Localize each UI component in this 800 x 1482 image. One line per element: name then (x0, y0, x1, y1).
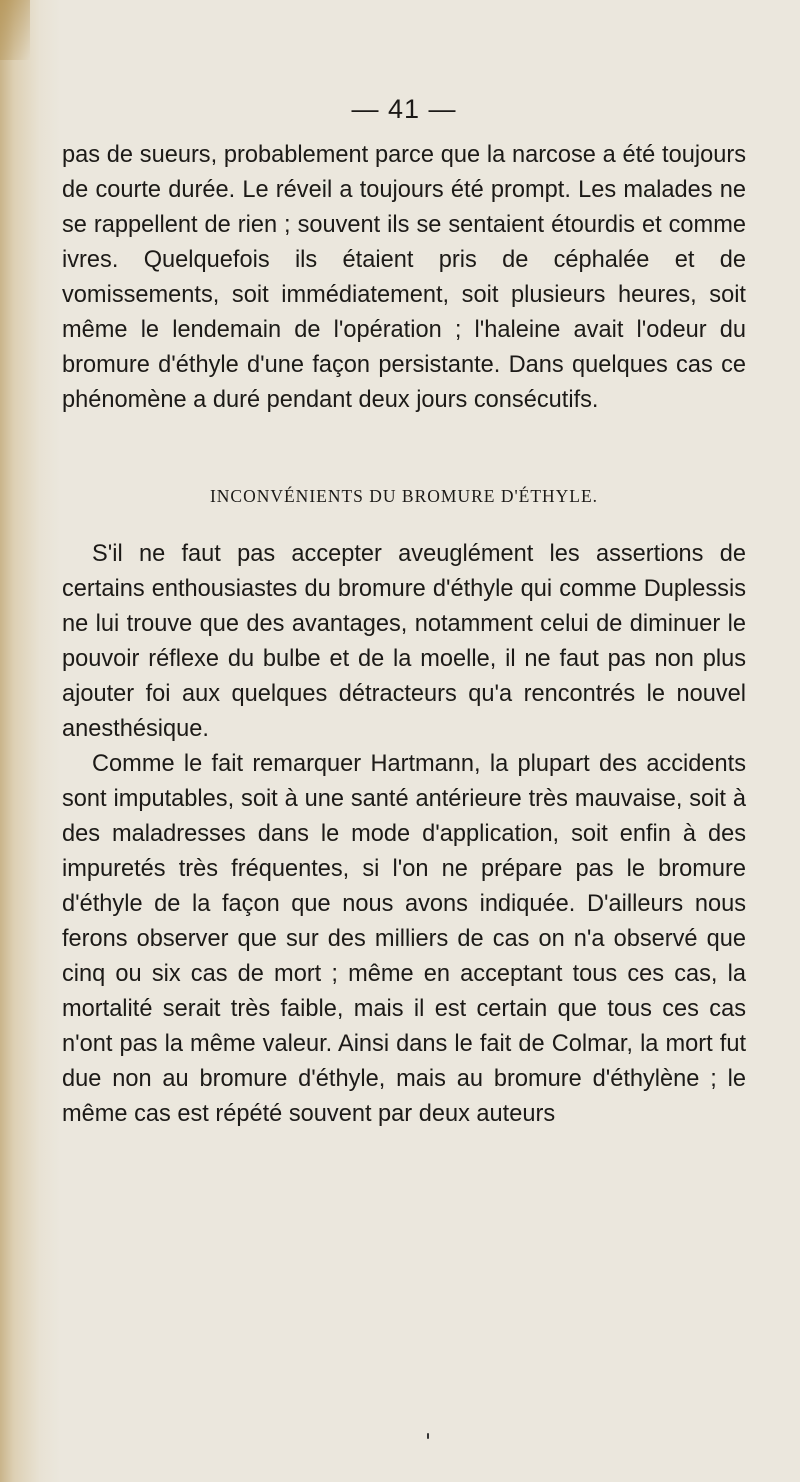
page-number: — 41 — (351, 94, 457, 124)
page-corner-stain (0, 0, 30, 60)
section-heading: INCONVÉNIENTS DU BROMURE D'ÉTHYLE. (209, 486, 599, 506)
paragraph-3: Comme le fait remarquer Hartmann, la plupart des accidents sont imputables, soit à une santé antérieure très mauvaise, soit à des maladresses dans le mode d'application, soit enfin à des impuretés très fréquentes, si l'on ne prépare pas le bromure d'éthyle de la façon que nous avons indiquée. D'ailleurs nous ferons observer que sur des milliers de cas on n'a observé que cinq ou six cas de mort ; même en acceptant tous ces cas, la mortalité serait très faible, mais il est certain que tous ces cas n'ont pas la même valeur. Ainsi dans le fait de Colmar, la mort fut due non au bromure d'éthyle, mais au bromure d'éthylène ; le même cas est répété souvent par deux auteurs (62, 751, 746, 1127)
paragraph-1: pas de sueurs, probablement parce que la narcose a été toujours de courte durée. Le réveil a toujours été prompt. Les malades ne se rappellent de rien ; souvent ils se sentaient étourdis et comme ivres. Quelquefois ils étaient pris de céphalée et de vomissements, soit immédiatement, soit plusieurs heures, soit même le lendemain de l'opération ; l'haleine avait l'odeur du bromure d'éthyle d'une façon persistante. Dans quelques cas ce phénomène a duré pendant deux jours consécutifs. (62, 142, 746, 413)
paragraph-2: S'il ne faut pas accepter aveuglément les assertions de certains enthousiastes du bromure d'éthyle qui comme Duplessis ne lui trouve que des avantages, notamment celui de diminuer le pouvoir réflexe du bulbe et de la moelle, il ne faut pas non plus ajouter foi aux quelques détracteurs qu'a rencontrés le nouvel anesthésique. (62, 541, 746, 742)
document-page (62, 94, 746, 1132)
ink-speck (427, 1433, 429, 1439)
page-edge-shadow (0, 0, 60, 1482)
